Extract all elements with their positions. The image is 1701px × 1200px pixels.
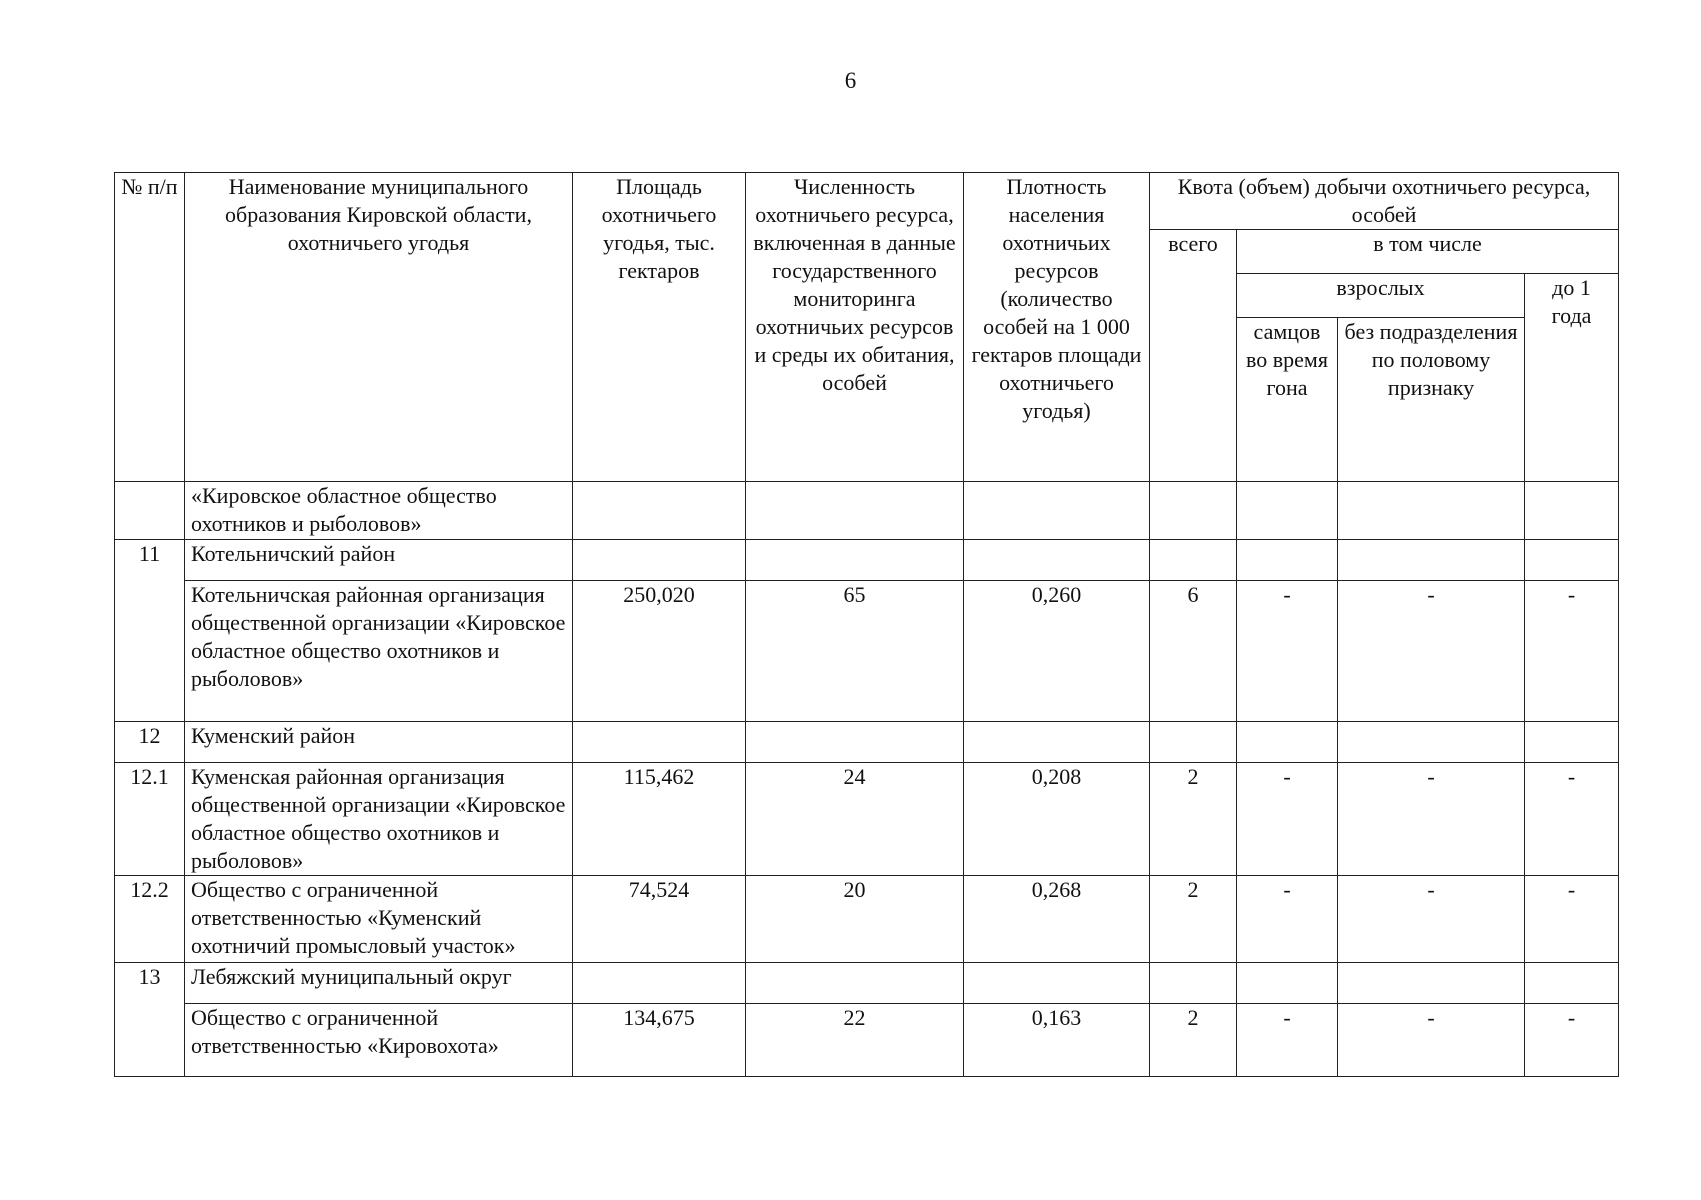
row-area: 74,524 (573, 876, 746, 963)
row-nosex: - (1338, 763, 1525, 876)
row-population (746, 963, 964, 1004)
row-nosex: - (1338, 1004, 1525, 1077)
row-nosex (1338, 540, 1525, 581)
row-nosex: - (1338, 876, 1525, 963)
header-area: Площадь охотничьего угодья, тыс. гектаров (573, 173, 746, 482)
row-nosex (1338, 722, 1525, 763)
row-population: 24 (746, 763, 964, 876)
row-males: - (1237, 581, 1338, 722)
row-name: Общество с ограниченной ответственностью «Куменский охотничий промысловый участок» (185, 876, 573, 963)
table-row (115, 722, 1619, 763)
header-total: всего (1150, 230, 1237, 482)
row-num: 11 (115, 540, 185, 722)
row-name: Куменский район (185, 722, 573, 763)
row-males (1237, 482, 1338, 540)
table-header (115, 173, 1619, 482)
header-adults: взрослых (1237, 274, 1525, 318)
row-name: Общество с ограниченной ответственностью «Кировохота» (185, 1004, 573, 1077)
table-row (115, 581, 1619, 722)
row-population: 65 (746, 581, 964, 722)
row-nosex (1338, 963, 1525, 1004)
table-row (115, 876, 1619, 963)
row-males (1237, 963, 1338, 1004)
header-under-one: до 1 года (1525, 274, 1619, 482)
row-area (573, 540, 746, 581)
row-num: 13 (115, 963, 185, 1077)
table-row (115, 763, 1619, 876)
table-row (115, 540, 1619, 581)
row-total: 6 (1150, 581, 1237, 722)
row-density (964, 963, 1150, 1004)
row-total: 2 (1150, 763, 1237, 876)
quota-table (114, 172, 1619, 1077)
row-young: - (1525, 581, 1619, 722)
table-row (115, 1004, 1619, 1077)
row-density: 0,163 (964, 1004, 1150, 1077)
row-name: Котельничский район (185, 540, 573, 581)
row-males: - (1237, 763, 1338, 876)
row-num: 12.2 (115, 876, 185, 963)
row-total (1150, 963, 1237, 1004)
row-young (1525, 482, 1619, 540)
row-males (1237, 722, 1338, 763)
row-name: Лебяжский муниципальный округ (185, 963, 573, 1004)
header-quota: Квота (объем) добычи охотничьего ресурса, особей (1150, 173, 1619, 230)
row-total (1150, 482, 1237, 540)
row-young: - (1525, 876, 1619, 963)
header-density: Плотность населения охотничьих ресурсов (количество особей на 1 000 гектаров площади охотничьего угодья) (964, 173, 1150, 482)
row-name: Котельничская районная организация общественной организации «Кировское областное общество охотников и рыболовов» (185, 581, 573, 722)
row-area (573, 722, 746, 763)
row-young (1525, 963, 1619, 1004)
row-population (746, 482, 964, 540)
row-population (746, 722, 964, 763)
row-total (1150, 540, 1237, 581)
row-name: «Кировское областное общество охотников и рыболовов» (185, 482, 573, 540)
row-young: - (1525, 763, 1619, 876)
row-young: - (1525, 1004, 1619, 1077)
row-young (1525, 540, 1619, 581)
header-including: в том числе (1237, 230, 1619, 274)
header-name: Наименование муниципального образования Кировской области, охотничьего угодья (185, 173, 573, 482)
row-num (115, 482, 185, 540)
table-body (115, 482, 1619, 1077)
row-total (1150, 722, 1237, 763)
row-density (964, 482, 1150, 540)
page-number: 6 (844, 68, 857, 93)
row-total: 2 (1150, 1004, 1237, 1077)
table-row (115, 482, 1619, 540)
row-nosex: - (1338, 581, 1525, 722)
row-name: Куменская районная организация общественной организации «Кировское областное общество охотников и рыболовов» (185, 763, 573, 876)
row-area (573, 963, 746, 1004)
row-area (573, 482, 746, 540)
row-density: 0,208 (964, 763, 1150, 876)
row-young (1525, 722, 1619, 763)
row-area: 134,675 (573, 1004, 746, 1077)
row-num: 12.1 (115, 763, 185, 876)
row-area: 115,462 (573, 763, 746, 876)
row-density: 0,268 (964, 876, 1150, 963)
row-males: - (1237, 876, 1338, 963)
row-density: 0,260 (964, 581, 1150, 722)
row-density (964, 540, 1150, 581)
row-num: 12 (115, 722, 185, 763)
header-males-rut: самцов во время гона (1237, 318, 1338, 482)
row-males (1237, 540, 1338, 581)
header-no-sex: без подразделения по половому признаку (1338, 318, 1525, 482)
header-population: Численность охотничьего ресурса, включенная в данные государственного мониторинга охотничьих ресурсов и среды их обитания, особей (746, 173, 964, 482)
row-population: 20 (746, 876, 964, 963)
row-total: 2 (1150, 876, 1237, 963)
row-males: - (1237, 1004, 1338, 1077)
row-nosex (1338, 482, 1525, 540)
header-num: № п/п (115, 173, 185, 482)
row-population: 22 (746, 1004, 964, 1077)
row-population (746, 540, 964, 581)
row-area: 250,020 (573, 581, 746, 722)
table-row (115, 963, 1619, 1004)
row-density (964, 722, 1150, 763)
